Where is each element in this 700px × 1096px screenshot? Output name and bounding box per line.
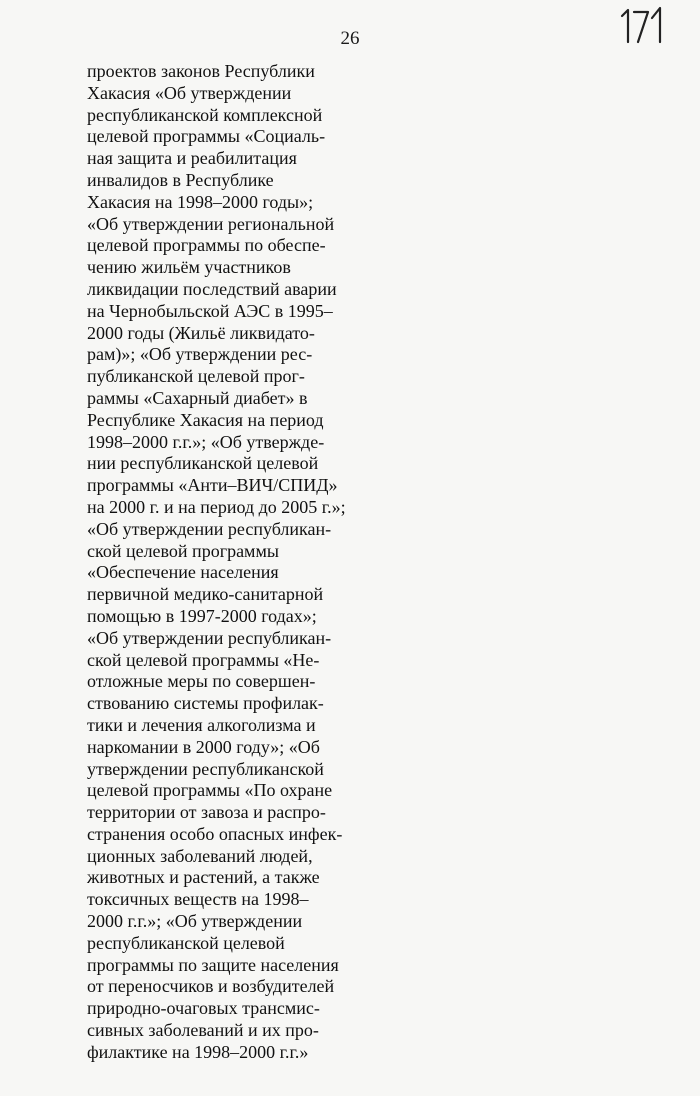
text-line: от переносчиков и возбудителей bbox=[87, 976, 335, 997]
text-line: республиканской комплексной bbox=[87, 104, 323, 125]
text-line: ликвидации последствий аварии bbox=[87, 278, 337, 299]
text-line: ная защита и реабилитация bbox=[87, 148, 297, 169]
text-line: 2000 годы (Жильё ликвидато- bbox=[87, 322, 315, 343]
text-line: целевой программы по обеспе- bbox=[87, 235, 326, 256]
text-line: целевой программы «Социаль- bbox=[87, 126, 326, 147]
text-line: программы по защите населения bbox=[87, 954, 339, 975]
text-line: отложные меры по совершен- bbox=[87, 671, 316, 692]
text-line: Республике Хакасия на период bbox=[87, 409, 324, 430]
text-line: нии республиканской целевой bbox=[87, 453, 319, 474]
text-line: на Чернобыльской АЭС в 1995– bbox=[87, 300, 333, 321]
text-line: на 2000 г. и на период до 2005 г.»; bbox=[87, 496, 346, 517]
body-text bbox=[87, 61, 387, 1064]
text-line: сивных заболеваний и их про- bbox=[87, 1020, 319, 1041]
text-line: территории от завоза и распро- bbox=[87, 802, 326, 823]
page-number: 26 bbox=[340, 28, 360, 49]
text-line: чению жильём участников bbox=[87, 257, 291, 278]
text-line: тики и лечения алкоголизма и bbox=[87, 714, 316, 735]
text-line: «Об утверждении региональной bbox=[87, 213, 335, 234]
text-line: первичной медико-санитарной bbox=[87, 584, 324, 605]
text-line: утверждении республиканской bbox=[87, 758, 324, 779]
text-line: животных и растений, а также bbox=[87, 867, 320, 888]
text-line: 1998–2000 г.г.»; «Об утвержде- bbox=[87, 431, 325, 452]
text-line: публиканской целевой прог- bbox=[87, 366, 305, 387]
text-line: странения особо опасных инфек- bbox=[87, 823, 343, 844]
text-line: «Об утверждении республикан- bbox=[87, 627, 332, 648]
text-line: инвалидов в Республике bbox=[87, 169, 274, 190]
text-line: ционных заболеваний людей, bbox=[87, 845, 313, 866]
text-line: «Об утверждении республикан- bbox=[87, 518, 332, 539]
text-line: проектов законов Республики bbox=[87, 61, 315, 81]
text-line: ствованию системы профилак- bbox=[87, 693, 324, 714]
text-line: рам)»; «Об утверждении рес- bbox=[87, 344, 313, 365]
text-line: «Обеспечение населения bbox=[87, 562, 279, 583]
text-line: целевой программы «По охране bbox=[87, 780, 333, 801]
text-line: ской целевой программы bbox=[87, 540, 279, 561]
text-line: ской целевой программы «Не- bbox=[87, 649, 320, 670]
text-line: помощью в 1997-2000 годах»; bbox=[87, 605, 317, 626]
handwritten-page-number bbox=[618, 2, 678, 46]
text-line: токсичных веществ на 1998– bbox=[87, 889, 309, 910]
text-line: наркомании в 2000 году»; «Об bbox=[87, 736, 320, 757]
text-line: 2000 г.г.»; «Об утверждении bbox=[87, 911, 303, 932]
text-line: филактике на 1998–2000 г.г.» bbox=[87, 1041, 309, 1062]
text-line: программы «Анти–ВИЧ/СПИД» bbox=[87, 475, 338, 496]
text-line: природно-очаговых трансмис- bbox=[87, 998, 320, 1019]
text-line: республиканской целевой bbox=[87, 932, 285, 953]
text-line: Хакасия «Об утверждении bbox=[87, 82, 292, 103]
text-line: раммы «Сахарный диабет» в bbox=[87, 387, 308, 408]
text-line: Хакасия на 1998–2000 годы»; bbox=[87, 191, 314, 212]
